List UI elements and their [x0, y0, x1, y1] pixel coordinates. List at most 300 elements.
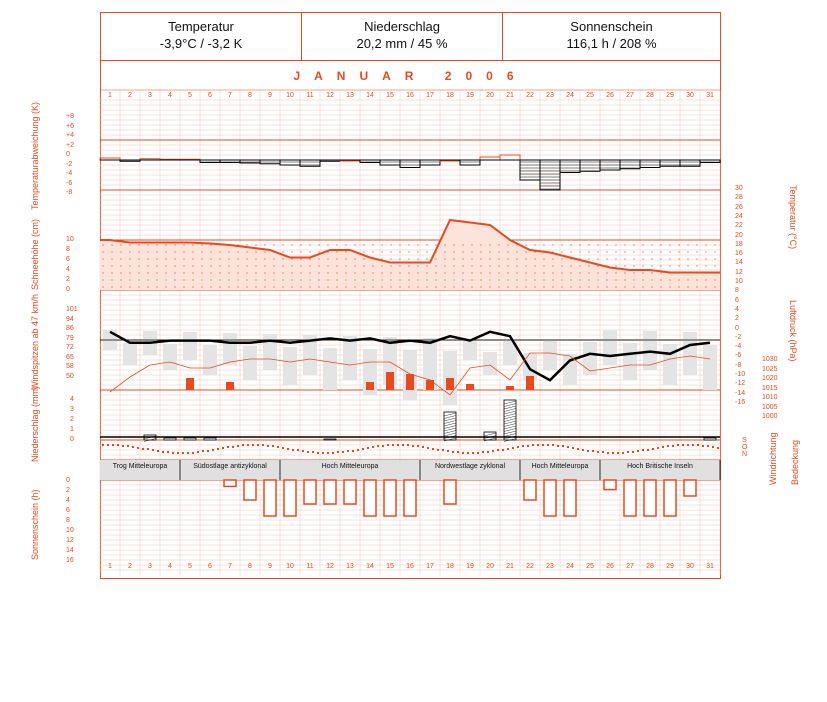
snow-dot	[300, 265, 301, 266]
wind-direction-mark	[577, 448, 579, 450]
snow-dot	[480, 279, 481, 280]
snow-dot	[417, 251, 418, 252]
snow-dot	[579, 286, 580, 287]
snow-dot	[498, 272, 499, 273]
wind-direction-mark	[612, 452, 614, 454]
temperature-right-tick: 30	[735, 185, 743, 192]
snow-dot	[210, 265, 211, 266]
snow-dot	[129, 258, 130, 259]
day-label-top: 21	[506, 92, 514, 99]
wind-direction-mark	[302, 450, 304, 452]
snow-dot	[453, 265, 454, 266]
sun-tick: 16	[66, 557, 74, 564]
wind-direction-mark	[527, 445, 529, 447]
snow-dot	[444, 244, 445, 245]
snow-dot	[336, 286, 337, 287]
snow-dot	[237, 279, 238, 280]
temp-range-bar	[283, 347, 297, 385]
snow-dot	[543, 272, 544, 273]
panel-title-snow: Schneehöhe (cm)	[30, 218, 40, 290]
snow-dot	[714, 258, 715, 259]
temp-dev-bar	[300, 160, 320, 166]
pressure-tick: 1030	[762, 356, 778, 363]
snow-dot	[381, 265, 382, 266]
wind-direction-mark	[297, 449, 299, 451]
day-label-bottom: 13	[346, 563, 354, 570]
wind-direction-mark	[467, 452, 469, 454]
snow-dot	[678, 258, 679, 259]
snow-dot	[606, 279, 607, 280]
snow-dot	[201, 258, 202, 259]
sunshine-bar	[684, 480, 696, 496]
snow-dot	[651, 265, 652, 266]
temperature-right-tick: 2	[735, 315, 739, 323]
wind-direction-tick: O	[742, 444, 748, 451]
wind-direction-mark	[687, 444, 689, 446]
temp-dev-tick: 0	[66, 151, 70, 158]
snow-dot	[552, 258, 553, 259]
wind-direction-mark	[277, 446, 279, 448]
snow-dot	[273, 272, 274, 273]
wind-direction-mark	[657, 447, 659, 449]
snow-dot	[183, 244, 184, 245]
snow-dot	[345, 265, 346, 266]
snow-dot	[444, 272, 445, 273]
day-label-top: 17	[426, 92, 434, 99]
snow-dot	[246, 265, 247, 266]
wind-direction-mark	[207, 450, 209, 452]
snow-dot	[543, 286, 544, 287]
snow-dot	[264, 265, 265, 266]
snow-dot	[201, 279, 202, 280]
wind-direction-mark	[192, 452, 194, 454]
wind-direction-mark	[482, 451, 484, 453]
snow-dot	[219, 251, 220, 252]
snow-dot	[354, 286, 355, 287]
snow-dot	[399, 244, 400, 245]
snow-dot	[705, 265, 706, 266]
snow-tick: 10	[66, 236, 74, 243]
snow-dot	[300, 251, 301, 252]
snow-dot	[525, 279, 526, 280]
snow-dot	[210, 251, 211, 252]
snow-dot	[174, 279, 175, 280]
snow-dot	[309, 279, 310, 280]
day-label-top: 22	[526, 92, 534, 99]
panel-title-sun: Sonnenschein (h)	[30, 489, 40, 560]
snow-dot	[165, 272, 166, 273]
snow-dot	[471, 265, 472, 266]
snow-dot	[489, 258, 490, 259]
snow-dot	[210, 286, 211, 287]
snow-dot	[660, 286, 661, 287]
panel-title-cloud-cover: Bedeckung	[790, 439, 800, 485]
wind-direction-mark	[462, 452, 464, 454]
snow-dot	[417, 286, 418, 287]
snow-dot	[228, 272, 229, 273]
snow-dot	[381, 244, 382, 245]
wind-direction-mark	[402, 444, 404, 446]
snow-dot	[615, 272, 616, 273]
snow-dot	[399, 279, 400, 280]
snow-dot	[165, 279, 166, 280]
wind-gust-bar	[366, 382, 374, 390]
snow-dot	[228, 251, 229, 252]
wind-direction-mark	[472, 452, 474, 454]
snow-dot	[606, 244, 607, 245]
day-label-top: 7	[228, 92, 232, 99]
snow-dot	[111, 265, 112, 266]
snow-dot	[138, 286, 139, 287]
temp-dev-bar	[500, 155, 520, 160]
snow-dot	[633, 272, 634, 273]
snow-dot	[255, 251, 256, 252]
wind-direction-mark	[252, 444, 254, 446]
wind-direction-mark	[522, 445, 524, 447]
sun-tick: 10	[66, 527, 74, 534]
snow-dot	[183, 251, 184, 252]
wind-direction-mark	[127, 445, 129, 447]
snow-dot	[570, 279, 571, 280]
snow-dot	[102, 265, 103, 266]
wind-direction-mark	[647, 449, 649, 451]
snow-dot	[687, 244, 688, 245]
snow-dot	[597, 265, 598, 266]
snow-dot	[408, 251, 409, 252]
header-temperature-title: Temperatur	[168, 19, 234, 34]
snow-dot	[417, 272, 418, 273]
panel-title-temperature-right: Temperatur (°C)	[788, 185, 798, 250]
wind-direction-mark	[607, 452, 609, 454]
snow-dot	[507, 272, 508, 273]
snow-dot	[678, 244, 679, 245]
snow-dot	[408, 244, 409, 245]
temp-dev-bar	[640, 160, 660, 168]
snow-dot	[570, 251, 571, 252]
temp-range-bar	[243, 346, 257, 380]
wind-direction-mark	[547, 444, 549, 446]
snow-dot	[120, 251, 121, 252]
snow-dot	[318, 244, 319, 245]
snow-dot	[687, 258, 688, 259]
snow-dot	[714, 272, 715, 273]
snow-dot	[345, 244, 346, 245]
wind-direction-mark	[232, 446, 234, 448]
snow-dot	[462, 286, 463, 287]
snow-dot	[516, 251, 517, 252]
snow-dot	[309, 251, 310, 252]
snow-dot	[147, 286, 148, 287]
snow-dot	[246, 286, 247, 287]
snow-tick: 4	[66, 266, 70, 273]
snow-dot	[498, 251, 499, 252]
snow-dot	[120, 286, 121, 287]
snow-dot	[102, 286, 103, 287]
snow-dot	[129, 286, 130, 287]
snow-dot	[264, 279, 265, 280]
snow-dot	[453, 258, 454, 259]
snow-dot	[237, 286, 238, 287]
snow-dot	[192, 265, 193, 266]
snow-dot	[444, 265, 445, 266]
temperature-right-tick: 24	[735, 212, 743, 220]
wind-gust-bar	[526, 376, 534, 390]
wind-direction-mark	[502, 449, 504, 451]
snow-dot	[165, 286, 166, 287]
wind-direction-mark	[572, 447, 574, 449]
wind-tick: 72	[66, 344, 74, 351]
snow-dot	[444, 258, 445, 259]
snow-dot	[435, 251, 436, 252]
snow-dot	[264, 272, 265, 273]
temperature-right-tick: 6	[735, 296, 739, 304]
pressure-tick: 1025	[762, 365, 778, 373]
snow-dot	[120, 244, 121, 245]
snow-dot	[633, 244, 634, 245]
snow-dot	[237, 258, 238, 259]
snow-dot	[480, 286, 481, 287]
snow-dot	[345, 272, 346, 273]
temp-dev-tick: +8	[66, 113, 74, 120]
snow-dot	[561, 265, 562, 266]
snow-dot	[570, 258, 571, 259]
snow-dot	[651, 286, 652, 287]
snow-dot	[174, 251, 175, 252]
snow-dot	[642, 272, 643, 273]
temperature-right-tick: 4	[735, 305, 739, 313]
snow-dot	[534, 244, 535, 245]
month-title: JANUAR 2006	[293, 69, 528, 83]
snow-dot	[363, 279, 364, 280]
snow-dot	[579, 251, 580, 252]
precip-tick: 4	[70, 396, 74, 403]
wind-direction-mark	[637, 450, 639, 452]
panel-title-precip: Niederschlag (mm)	[30, 385, 40, 462]
wind-direction-mark	[487, 451, 489, 453]
snow-dot	[426, 286, 427, 287]
snow-dot	[705, 286, 706, 287]
temp-dev-bar	[280, 160, 300, 165]
snow-dot	[606, 272, 607, 273]
snow-dot	[543, 265, 544, 266]
temperature-right-tick: 14	[735, 259, 743, 267]
snow-dot	[534, 265, 535, 266]
snow-dot	[462, 279, 463, 280]
snow-dot	[129, 265, 130, 266]
day-label-bottom: 20	[486, 563, 494, 570]
day-label-bottom: 16	[406, 563, 414, 570]
snow-dot	[399, 272, 400, 273]
snow-dot	[300, 272, 301, 273]
wind-direction-mark	[317, 452, 319, 454]
temp-range-bar	[203, 345, 217, 375]
wind-direction-mark	[397, 444, 399, 446]
snow-dot	[363, 265, 364, 266]
sunshine-bar	[344, 480, 356, 504]
snow-dot	[138, 244, 139, 245]
wind-direction-mark	[352, 450, 354, 452]
day-label-bottom: 22	[526, 563, 534, 570]
day-label-top: 24	[566, 92, 574, 99]
snow-dot	[111, 244, 112, 245]
snow-dot	[669, 265, 670, 266]
day-label-bottom: 5	[188, 563, 192, 570]
snow-dot	[102, 258, 103, 259]
snow-dot	[462, 244, 463, 245]
temp-dev-bar	[680, 160, 700, 166]
snow-tick: 8	[66, 246, 70, 253]
sunshine-bar	[384, 480, 396, 516]
precip-bar	[704, 438, 716, 440]
wind-direction-mark	[357, 449, 359, 451]
snow-dot	[291, 272, 292, 273]
snow-dot	[246, 244, 247, 245]
sun-tick: 4	[66, 497, 70, 504]
snow-dot	[597, 272, 598, 273]
snow-dot	[309, 258, 310, 259]
snow-dot	[120, 265, 121, 266]
snow-dot	[561, 244, 562, 245]
snow-dot	[705, 244, 706, 245]
day-label-top: 27	[626, 92, 634, 99]
snow-dot	[183, 279, 184, 280]
day-label-bottom: 21	[506, 563, 514, 570]
snow-dot	[687, 272, 688, 273]
snow-dot	[282, 265, 283, 266]
temp-range-bar	[523, 353, 537, 380]
wind-direction-mark	[167, 451, 169, 453]
wind-direction-mark	[712, 446, 714, 448]
snow-dot	[471, 251, 472, 252]
snow-dot	[570, 286, 571, 287]
snow-dot	[363, 272, 364, 273]
temp-range-bar	[543, 341, 557, 370]
snow-dot	[354, 279, 355, 280]
wind-direction-mark	[407, 444, 409, 446]
snow-dot	[480, 265, 481, 266]
snow-dot	[336, 251, 337, 252]
panel-title-wind-direction: Windrichtung	[768, 432, 778, 485]
temp-range-bar	[623, 343, 637, 380]
snow-dot	[561, 279, 562, 280]
panel-title-pressure: Luftdruck (hPa)	[788, 300, 798, 362]
snow-dot	[507, 265, 508, 266]
sunshine-bar	[624, 480, 636, 516]
wind-gust-bar	[426, 380, 434, 390]
wind-direction-mark	[432, 448, 434, 450]
wind-direction-mark	[262, 444, 264, 446]
day-label-top: 18	[446, 92, 454, 99]
snow-dot	[264, 244, 265, 245]
precip-tick: 0	[70, 436, 74, 443]
snow-dot	[219, 244, 220, 245]
snow-dot	[642, 279, 643, 280]
wind-direction-mark	[332, 452, 334, 454]
snow-dot	[552, 279, 553, 280]
snow-dot	[687, 279, 688, 280]
snow-dot	[543, 251, 544, 252]
wind-direction-mark	[387, 444, 389, 446]
snow-dot	[444, 279, 445, 280]
snow-dot	[201, 251, 202, 252]
snow-dot	[660, 258, 661, 259]
snow-dot	[453, 286, 454, 287]
snow-dot	[165, 258, 166, 259]
day-label-top: 16	[406, 92, 414, 99]
wind-direction-mark	[497, 449, 499, 451]
wind-direction-mark	[567, 446, 569, 448]
snow-dot	[237, 265, 238, 266]
snow-dot	[426, 244, 427, 245]
snow-dot	[273, 251, 274, 252]
snow-dot	[237, 244, 238, 245]
snow-dot	[453, 251, 454, 252]
wind-direction-mark	[307, 451, 309, 453]
snow-dot	[570, 272, 571, 273]
weather-type-label: Trog Mitteleuropa	[112, 463, 168, 470]
snow-dot	[381, 258, 382, 259]
snow-dot	[543, 258, 544, 259]
snow-dot	[318, 286, 319, 287]
snow-dot	[363, 286, 364, 287]
snow-dot	[435, 258, 436, 259]
snow-dot	[696, 286, 697, 287]
day-label-bottom: 1	[108, 563, 112, 570]
snow-dot	[606, 258, 607, 259]
temperature-right-tick: 26	[735, 203, 743, 211]
snow-dot	[561, 258, 562, 259]
day-label-bottom: 26	[606, 563, 614, 570]
snow-dot	[273, 286, 274, 287]
snow-dot	[291, 244, 292, 245]
snow-dot	[201, 244, 202, 245]
snow-dot	[525, 272, 526, 273]
wind-tick: 86	[66, 325, 74, 332]
snow-dot	[138, 251, 139, 252]
snow-dot	[192, 279, 193, 280]
snow-dot	[210, 244, 211, 245]
day-label-top: 29	[666, 92, 674, 99]
snow-dot	[687, 265, 688, 266]
snow-dot	[300, 286, 301, 287]
snow-dot	[489, 265, 490, 266]
snow-dot	[255, 272, 256, 273]
snow-dot	[309, 244, 310, 245]
wind-direction-mark	[632, 451, 634, 453]
snow-dot	[219, 272, 220, 273]
wind-direction-mark	[532, 444, 534, 446]
snow-dot	[345, 258, 346, 259]
wind-direction-mark	[157, 450, 159, 452]
snow-dot	[642, 244, 643, 245]
wind-direction-mark	[667, 445, 669, 447]
snow-dot	[669, 244, 670, 245]
snow-dot	[273, 279, 274, 280]
snow-dot	[507, 258, 508, 259]
snow-dot	[156, 279, 157, 280]
sunshine-bar	[304, 480, 316, 504]
snow-dot	[714, 244, 715, 245]
snow-dot	[408, 258, 409, 259]
snow-dot	[696, 279, 697, 280]
header-temperature-value: -3,9°C / -3,2 K	[159, 36, 243, 51]
snow-dot	[354, 272, 355, 273]
snow-dot	[597, 258, 598, 259]
temperature-right-tick: -8	[735, 361, 742, 369]
snow-dot	[480, 244, 481, 245]
header-sunshine-value: 116,1 h / 208 %	[566, 36, 657, 51]
wind-direction-mark	[122, 445, 124, 447]
